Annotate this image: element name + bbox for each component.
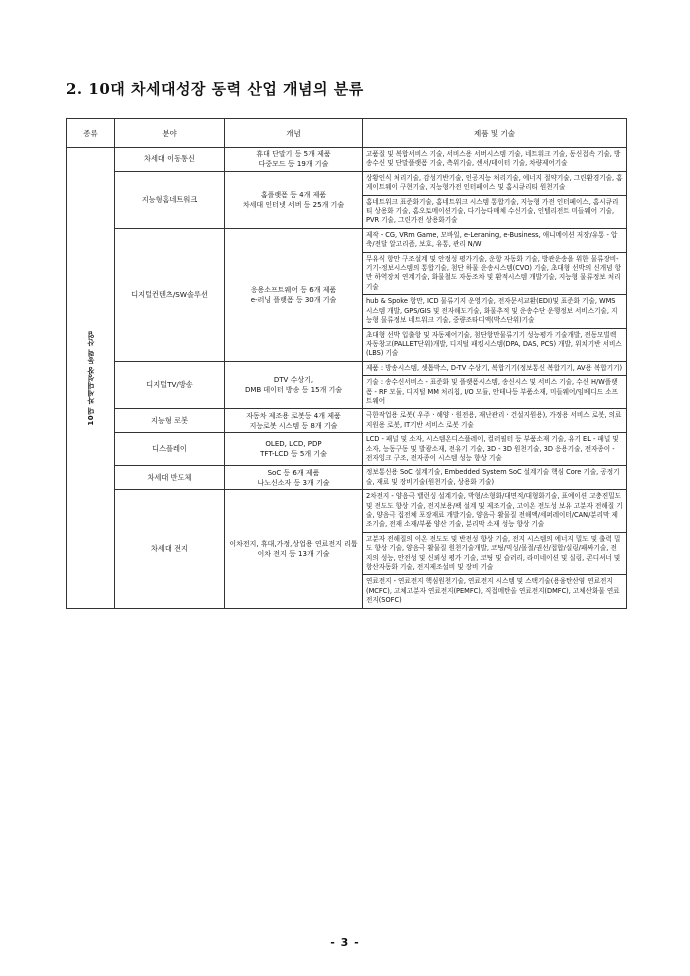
concept-cell: DTV 수상기, DMB 데이터 방송 등 15개 기술 [225, 361, 363, 409]
field-cell: 차세대 이동통신 [115, 148, 225, 172]
header-field: 분야 [115, 119, 225, 148]
tech-cell: LCD - 패널 및 소자, 시스템온디스플레이, 컬러필터 등 부품소재 기술, 유기 EL - 패널 및 소자, 능동구동 및 발광소재, 전유기 기술, 3D - 3D 원천기술, 3D 응용기술, 전자종이 - 전자잉크 구조, 전자종이 시스템 성능 향상 기술 [363, 433, 627, 466]
tech-cell: 극한작업용 로봇( 우주ㆍ해양ㆍ원전용, 재난관리ㆍ건설지원용), 가정용 서비스 로봇, 의료지원용 로봇, IT기반 서비스 로봇 기술 [363, 409, 627, 433]
tech-cell: 제작 - CG, VRm Game, 모바일, e-Leraning, e-Business, 애니메이션 저장/유통 - 압축/전달 알고리즘, 보호, 유통, 관리 N/W [363, 228, 627, 252]
field-cell: 디스플레이 [115, 433, 225, 466]
industry-classification-table [66, 118, 627, 609]
field-cell: 지능형 로봇 [115, 409, 225, 433]
group-label: 10대 차세대성장 동력 산업 [86, 330, 95, 426]
tech-cell: 고분자 전해질의 이온 전도도 및 반전성 향상 기술, 전지 시스템의 에너지 밀도 및 출력 밀도 향상 기술, 양음극 활물질 원천기술개발, 코팅/믹싱/몰절/권선/접합/실링/패싸기술, 전지의 성능, 안전성 및 신뢰성 평가 기술, 코팅 및 슬러리, 라미네이션 및 실링, 콘디셔너 및 항산자동화 기술, 전지제조설비 및 장비 기술 [363, 532, 627, 575]
field-cell: 디지털컨텐츠/SW솔루션 [115, 228, 225, 361]
table-row [67, 171, 627, 195]
concept-cell: 홈플랫폼 등 4개 제품 차세대 인터넷 서버 등 25개 기술 [225, 171, 363, 228]
table-row [67, 433, 627, 466]
header-concept: 개념 [225, 119, 363, 148]
concept-cell: SoC 등 6개 제품 나노신소자 등 3개 기술 [225, 466, 363, 490]
table-row [67, 466, 627, 490]
page-number: - 3 - [330, 936, 360, 949]
tech-cell: 초대형 선박 입출항 및 자동제어기술, 첨단항만물류기기 성능평가 기술개발, 전동모빌렉 자동창고(PALLET단위)개발, 디지털 패킹시스템(DPA, DAS, PCS) 개발, 위치기반 서비스(LBS) 기술 [363, 328, 627, 361]
concept-cell: 응용소프트웨어 등 6개 제품 e-러닝 플랫폼 등 30개 기술 [225, 228, 363, 361]
concept-cell: 자동차 제조용 로봇등 4개 제품 지능로봇 시스템 등 8개 기술 [225, 409, 363, 433]
tech-cell: 무유식 항만 구조설계 및 안정성 평가기술, 운항 자동화 기술, 방관운송을 위한 물류장비-기기-정보시스템의 통합기술, 첨단 하물 운송시스템(CVO) 기술, 초대형 선박의 신개념 항만 하역장치 연계기술, 화물철도 자동조차 및 환적시스템 개발기술, 지능형 물류정보 처리기술 [363, 252, 627, 295]
tech-cell: hub & Spoke 항만, ICD 물류기지 운영기술, 전자문서교환(EDI)및 표준화 기술, WMS 시스템 개발, GPS/GIS 및 전자해도기술, 화물추적 및 운송수단 운행정보 서비스기술, 지능형 물류정보 네트워크 기술, 중량조타디액(박스단위)기술 [363, 295, 627, 328]
field-cell: 차세대 반도체 [115, 466, 225, 490]
tech-cell: 고품질 및 복합서비스 기술, 서비스용 서버시스템 기술, 네트워크 기술, 동신접속 기술, 방송수신 및 단말플랫폼 기술, 측위기술, 센서/데이터 기술, 차량제어기술 [363, 148, 627, 172]
field-cell: 차세대 전지 [115, 490, 225, 608]
concept-cell: OLED, LCD, PDP TFT-LCD 등 5개 기술 [225, 433, 363, 466]
tech-cell: 상황인식 처리기술, 감성기반기술, 인공지능 처리기술, 에너지 절약기술, 그린환경기술, 홈게이트웨이 구현기술, 지능형가전 인터페이스 및 홈시큐리티 원천기술 [363, 171, 627, 195]
table-row [67, 490, 627, 533]
tech-cell: 연료전지 - 연료전지 핵심원천기술, 연료전지 시스템 및 스택기술(용융탄산염 연료전지(MCFC), 고체고분자 연료전지(PEMFC), 직접메탄올 연료전지(DMFC), 고체산화물 연료전지(SOFC) [363, 575, 627, 608]
tech-cell: 홈네트워크 표준화기술, 홈네트워크 시스템 통합기술, 지능형 가전 인터페이스, 홈시큐리티 상용화 기술, 홈오토메이션기술, 다기능다매체 수신기술, 인텔리전트 미들웨어 기술, PVR 기술, 그린가전 상용화기술 [363, 195, 627, 228]
concept-cell: 휴대 단말기 등 5개 제품 다중모드 등 19개 기술 [225, 148, 363, 172]
header-type: 종류 [67, 119, 115, 148]
header-products-tech: 제품 및 기술 [363, 119, 627, 148]
page-heading: 2. 10대 차세대성장 동력 산업 개념의 분류 [66, 80, 364, 98]
table-body [67, 148, 627, 609]
table-row [67, 409, 627, 433]
table-row [67, 361, 627, 375]
tech-cell: 정보통신용 SoC 설계기술, Embedded System SoC 설계기술 핵심 Core 기술, 공정기술, 재료 및 장비기술(원천기술, 상용화 기술) [363, 466, 627, 490]
tech-cell: 기술 : 송수신서비스 - 표준화 및 플랫폼시스템, 송신시스 및 서비스 기술, 수신 H/W플랫폼 - RF 모듈, 디지털 MM 처리칩, I/O 모듈, 안테나등 부품소재, 미들웨어/임베디드 소프트웨어 [363, 376, 627, 409]
tech-cell: 제품 : 방송시스템, 셋톱박스, D-TV 수상기, 복합기기(정보통신 복합기기, AV용 복합기기) [363, 361, 627, 375]
table-header-row [67, 119, 627, 148]
table-row [67, 228, 627, 252]
field-cell: 지능형홈네트워크 [115, 171, 225, 228]
concept-cell: 이차전지, 휴대,가정,상업용 연료전지 리튬이차 전지 등 13개 기술 [225, 490, 363, 608]
group-cell [67, 148, 115, 609]
tech-cell: 2차전지 - 양음극 밸런싱 설계기술, 박형/소형화/대면적/대형화기술, 표예이션 고충진밀도 및 전도도 향상 기술, 전지보용/팩 설계 및 제조기술, 고이온 전도성 보유 고분자 전해질 기술, 양음극 집전체 포장재료 개발기술, 양음극 활물질 전해액/세퍼레이터/CAN/분리막 제조기술, 전재 소재/부품 양산 기술, 분리막 소재 성능 향상 기술 [363, 490, 627, 533]
table-row [67, 148, 627, 172]
field-cell: 디지털TV/방송 [115, 361, 225, 409]
